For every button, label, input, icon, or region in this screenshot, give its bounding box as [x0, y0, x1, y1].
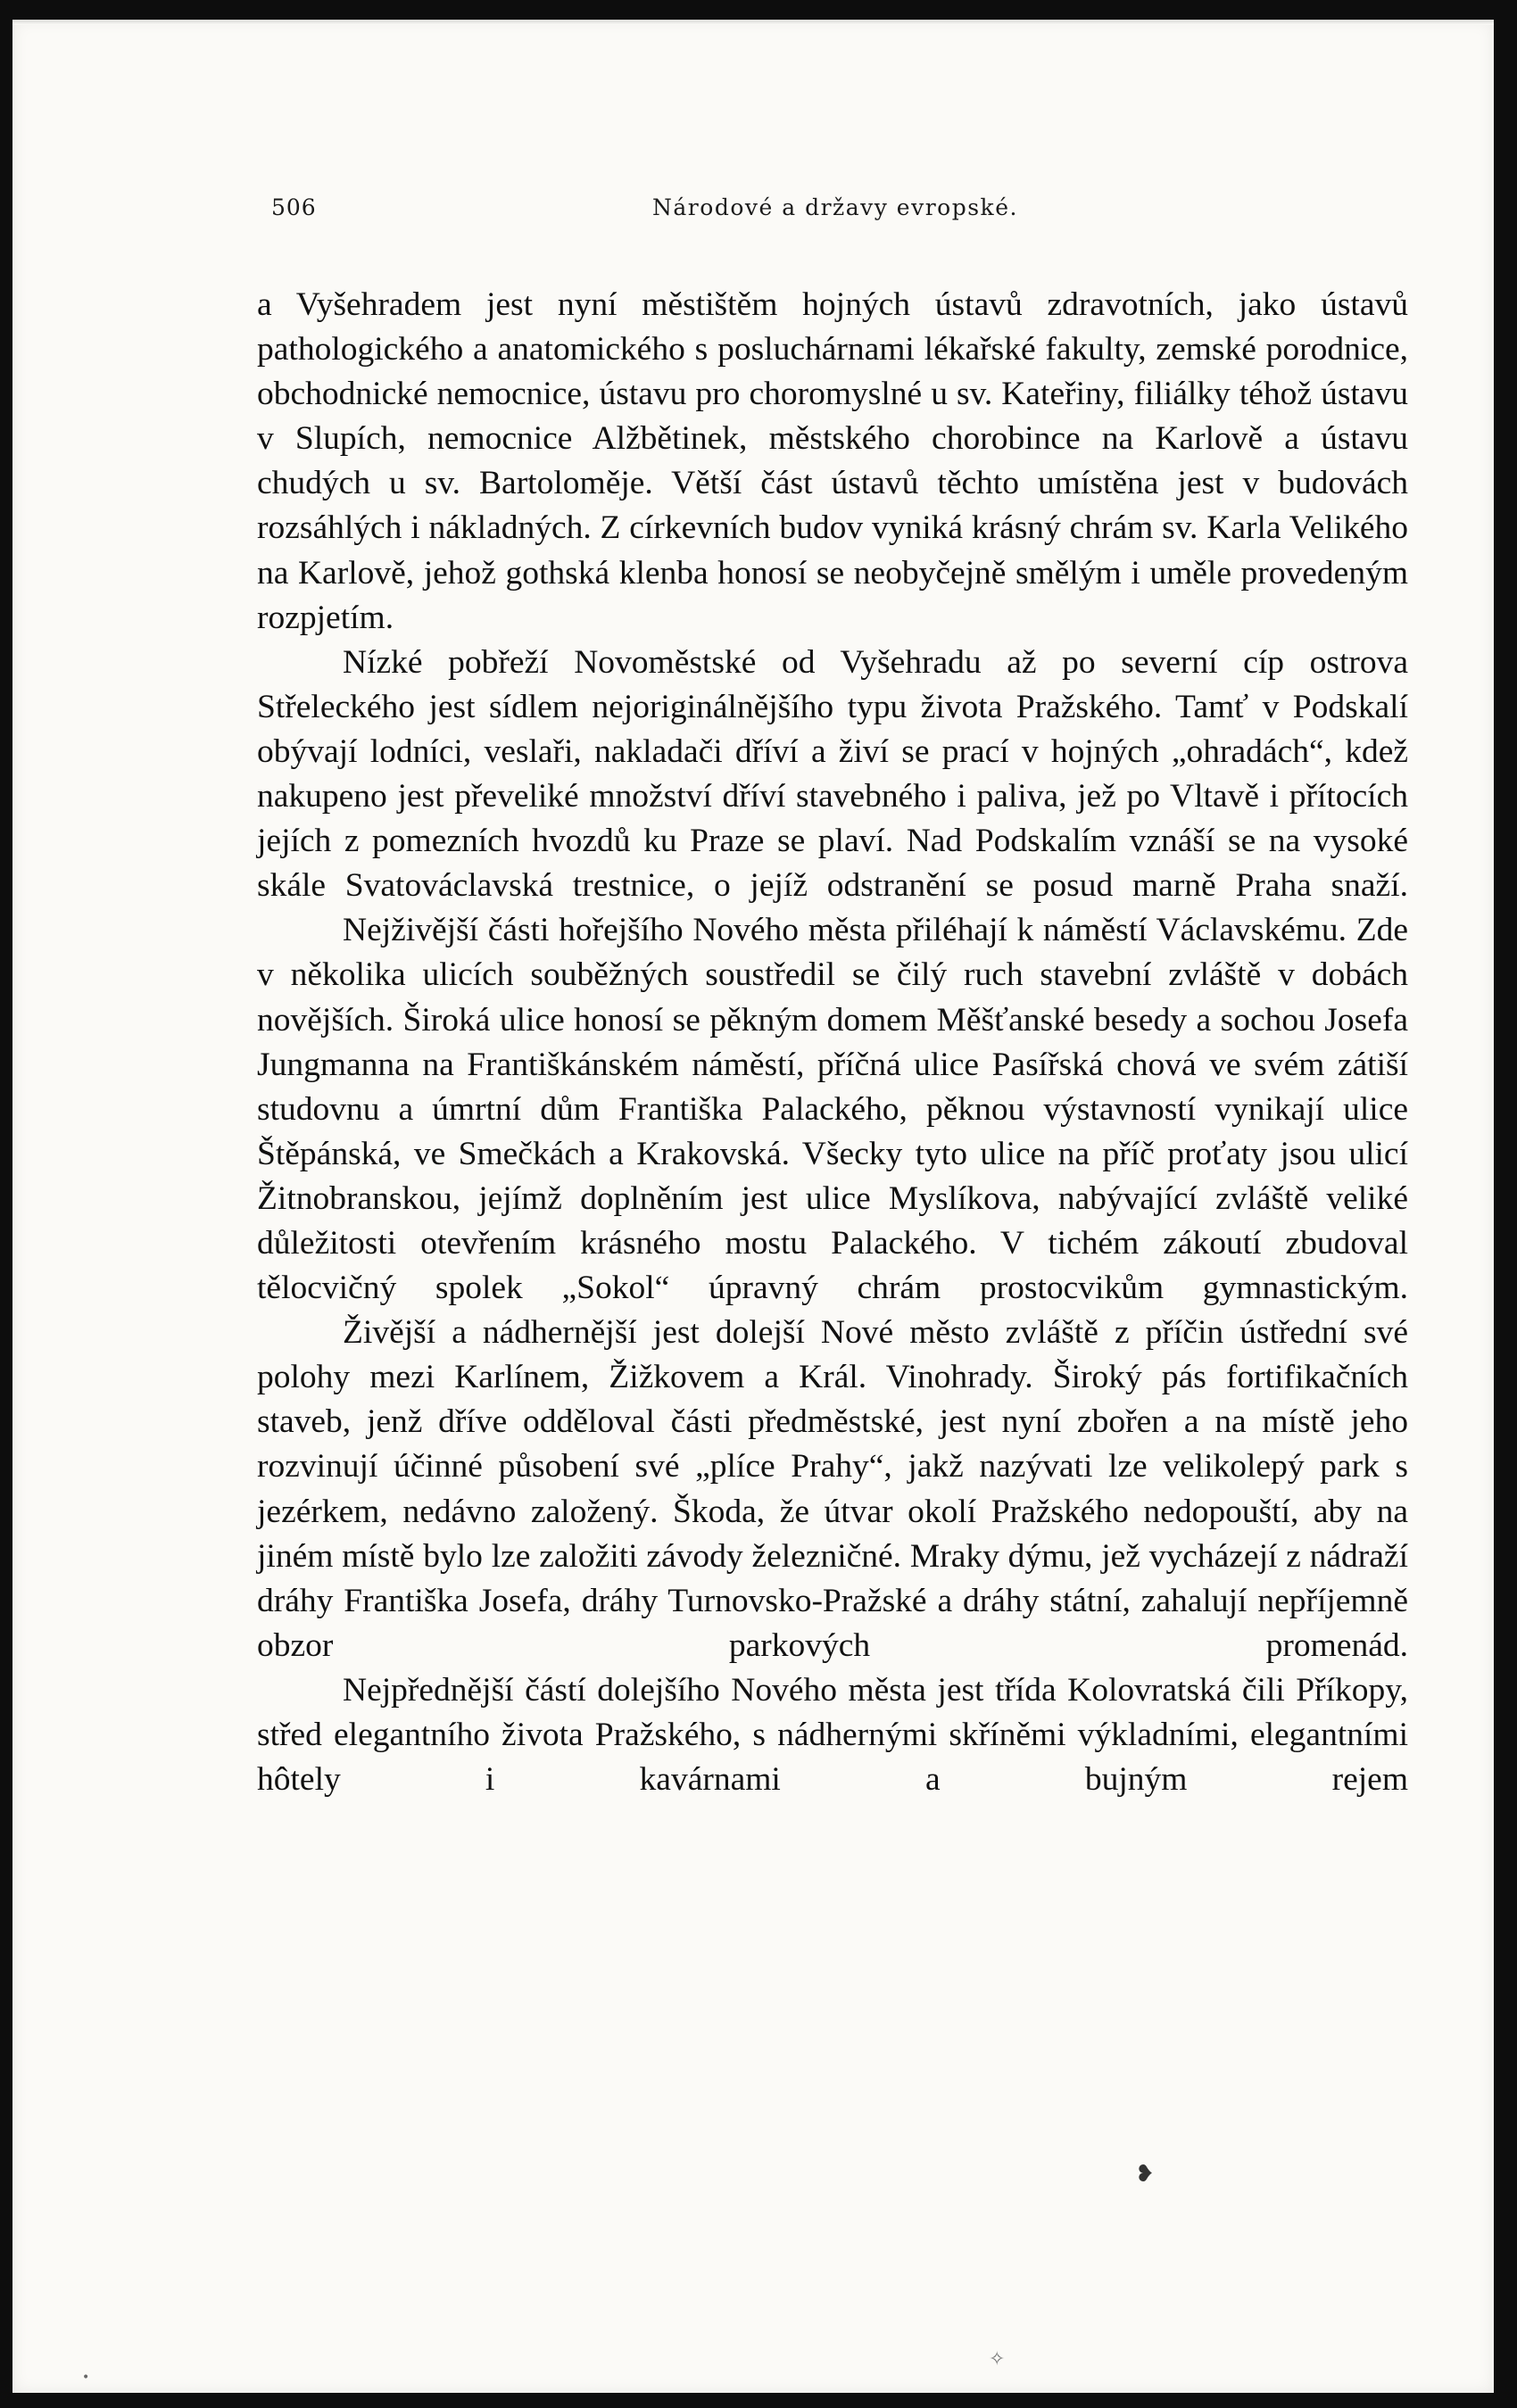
paragraph-3: Nejživější části hořejšího Nového města přiléhají k náměstí Václavskému. Zde v několika ulicích souběžných soustředil se čilý ruch stavební zvláště v dobách novějších. Široká ulice honosí se pěkným domem Měšťanské besedy a sochou Josefa Jungmanna na Františkánském náměstí, příčná ulice Pasířská chová ve svém zátiší studovnu a úmrtní dům Františka Palackého, pěknou výstavností vynikají ulice Štěpánská, ve Smečkách a Krakovská. Všecky tyto ulice na příč proťaty jsou ulicí Žitnobranskou, jejímž doplněním jest ulice Myslíkova, nabývající zvláště veliké důležitosti otevřením krásného mostu Palackého. V tichém zákoutí zbudoval tělocvičný spolek „Sokol“ úpravný chrám prostocvikům gymnastickým.: [257, 912, 1408, 1307]
ink-mark: •: [82, 2371, 90, 2385]
ink-mark: ✧: [989, 2348, 1006, 2371]
paragraph-2: Nízké pobřeží Novoměstské od Vyšehradu až po severní cíp ostrova Střeleckého jest sídlem nejoriginálnějšího typu života Pražského. Tamť v Podskalí obývají lodníci, veslaři, nakladači dříví a živí se prací v hojných „ohradách“, kdež nakupeno jest převeliké množství dříví stavebného i paliva, jež po Vltavě i přítocích jejích z pomezních hvozdů ku Praze se plaví. Nad Podskalím vznáší se na vysoké skále Svatováclavská trestnice, o jejíž odstranění se posud marně Praha snaží.: [257, 643, 1408, 905]
paragraph-4: Živější a nádhernější jest dolejší Nové město zvláště z příčin ústřední své polohy mezi Karlínem, Žižkovem a Král. Vinohrady. Široký pás fortifikačních staveb, jenž dříve odděloval části předměstské, jest nyní zbořen a na místě jeho rozvinují účinné působení své „plíce Prahy“, jakž nazývati lze velikolepý park s jezérkem, nedávno založený. Škoda, že útvar okolí Pražského nedopouští, aby na jiném místě bylo lze založiti závody železničné. Mraky dýmu, jež vycházejí z nádraží dráhy Františka Josefa, dráhy Turnovsko-Pražské a dráhy státní, zahalují nepříjemně obzor parkových promenád.: [257, 1314, 1408, 1664]
ink-mark: ❥: [1135, 2161, 1155, 2188]
running-title: Národové a državy evropské.: [652, 194, 1018, 220]
book-page: [12, 20, 1494, 2393]
paragraph-1: a Vyšehradem jest nyní městištěm hojných ústavů zdravotních, jako ústavů pathologického a anatomického s posluchárnami lékařské fakulty, zemské porodnice, obchodnické nemocnice, ústavu pro choromyslné u sv. Kateřiny, filiálky téhož ústavu v Slupích, nemocnice Alžbětinek, městského chorobince na Karlově a ústavu chudých u sv. Bartoloměje. Větší část ústavů těchto umístěna jest v budovách rozsáhlých i nákladných. Z církevních budov vyniká krásný chrám sv. Karla Velikého na Karlově, jehož gothská klenba honosí se neobyčejně smělým i uměle provedeným rozpjetím.: [257, 286, 1408, 636]
page-edge: [12, 20, 1494, 25]
page-header: [271, 194, 1364, 230]
paragraph-5: Nejpřednější částí dolejšího Nového města jest třída Kolovratská čili Příkopy, střed elegantního života Pražského, s nádhernými skříněmi výkladními, elegantními hôtely i kavárnami a bujným rejem: [257, 1671, 1408, 1799]
page-number: 506: [271, 194, 317, 220]
body-text: [257, 283, 1408, 1802]
